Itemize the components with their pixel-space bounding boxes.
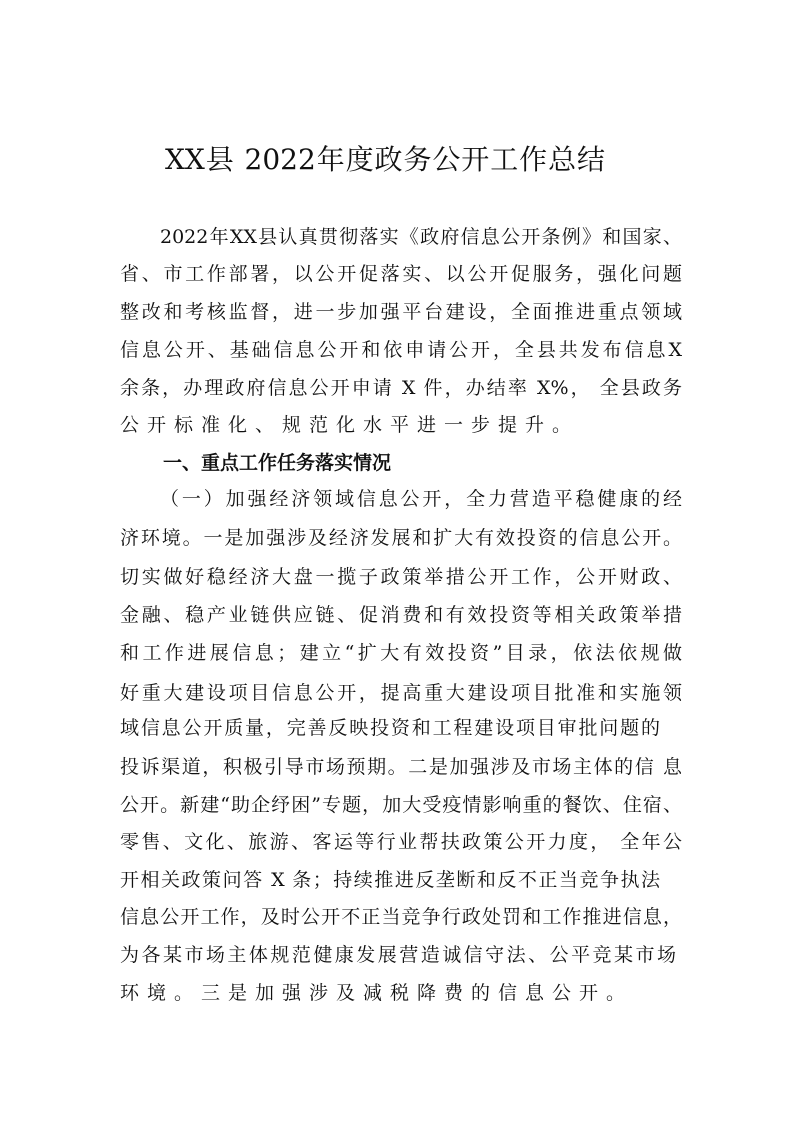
paragraph-line: 整改和考核监督，进一步加强平台建设，全面推进重点领域 bbox=[120, 301, 682, 323]
paragraph-line: 金融、稳产业链供应链、促消费和有效投资等相关政策举措 bbox=[120, 604, 682, 626]
paragraph-line: 2022年XX县认真贯彻落实《政府信息公开条例》和国家、 bbox=[160, 226, 682, 248]
paragraph-line: 余条，办理政府信息公开申请 X 件，办结率 X%， 全县政务 bbox=[120, 377, 682, 399]
paragraph-line: 公开标准化、规范化水平进一步提升。 bbox=[120, 414, 580, 436]
paragraph-line: 为各某市场主体规范健康发展营造诚信守法、公平竞某市场 bbox=[120, 944, 676, 966]
paragraph-line: 济环境。一是加强涉及经济发展和扩大有效投资的信息公开。 bbox=[120, 527, 682, 549]
paragraph-line: 信息公开工作，及时公开不正当竞争行政处罚和工作推进信息， bbox=[120, 906, 682, 928]
paragraph-line: 省、市工作部署，以公开促落实、以公开促服务，强化问题 bbox=[120, 263, 682, 285]
subsection-heading-line: （一）加强经济领域信息公开，全力营造平稳健康的经 bbox=[160, 488, 682, 510]
paragraph-line: 公开。新建“助企纾困”专题，加大受疫情影响重的餐饮、住宿、 bbox=[120, 794, 682, 816]
document-title: XX县 2022年度政务公开工作总结 bbox=[165, 143, 605, 176]
paragraph-line: 开相关政策问答 X 条；持续推进反垄断和反不正当竞争执法 bbox=[120, 869, 660, 891]
paragraph-line: 域信息公开质量，完善反映投资和工程建设项目审批问题的 bbox=[120, 717, 660, 739]
section-heading: 一、重点工作任务落实情况 bbox=[163, 452, 392, 474]
paragraph-line: 投诉渠道，积极引导市场预期。二是加强涉及市场主体的信 息 bbox=[120, 756, 682, 778]
paragraph-line: 环境。三是加强涉及减税降费的信息公开。 bbox=[120, 982, 634, 1004]
paragraph-line: 信息公开、基础信息公开和依申请公开，全县共发布信息X bbox=[120, 339, 682, 361]
paragraph-line: 和工作进展信息；建立“扩大有效投资”目录，依法依规做 bbox=[120, 642, 682, 664]
paragraph-line: 切实做好稳经济大盘一揽子政策举措公开工作，公开财政、 bbox=[120, 566, 682, 588]
paragraph-line: 好重大建设项目信息公开，提高重大建设项目批准和实施领 bbox=[120, 682, 682, 704]
paragraph-line: 零售、文化、旅游、客运等行业帮扶政策公开力度， 全年公 bbox=[120, 831, 682, 853]
